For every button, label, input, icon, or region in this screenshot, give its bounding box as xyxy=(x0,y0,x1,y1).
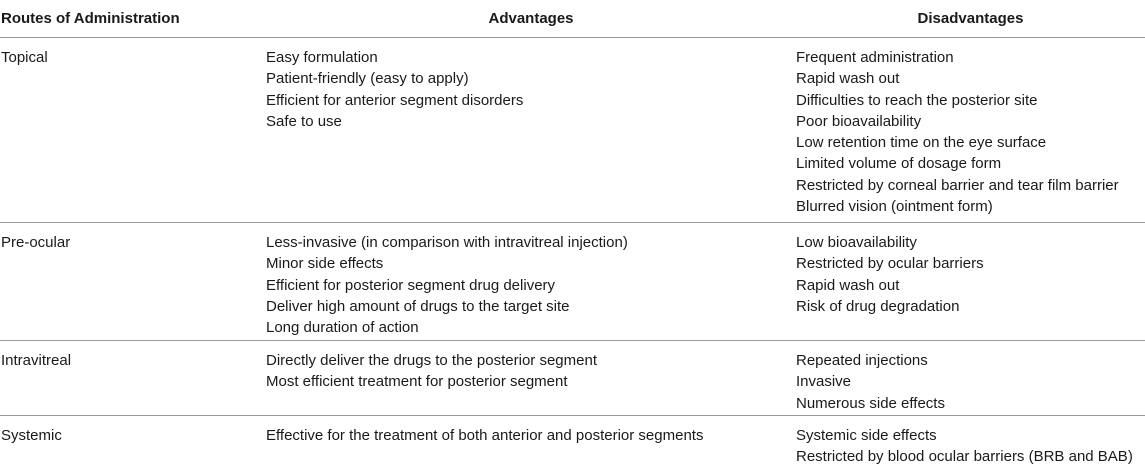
list-item: Frequent administration xyxy=(796,49,954,66)
disadvantages-cell xyxy=(796,223,1145,340)
list-item: Efficient for posterior segment drug delivery xyxy=(266,276,556,294)
list-item: Risk of drug degradation xyxy=(796,297,960,315)
list-item: Restricted by corneal barrier and tear film barrier xyxy=(796,176,1119,194)
header-advantages: Advantages xyxy=(488,9,574,27)
table-row xyxy=(0,38,1145,223)
list-item: Systemic side effects xyxy=(796,427,937,444)
list-item: Limited volume of dosage form xyxy=(796,155,1002,173)
list-item: Easy formulation xyxy=(266,49,378,66)
list-item: Minor side effects xyxy=(266,255,384,273)
list-item: Restricted by ocular barriers xyxy=(796,255,984,273)
list-item: Invasive xyxy=(796,373,852,391)
disadvantages-cell xyxy=(796,416,1145,475)
list-item: Poor bioavailability xyxy=(796,112,922,130)
list-item: Low bioavailability xyxy=(796,234,917,251)
disadvantages-cell xyxy=(796,38,1145,222)
table-header xyxy=(0,0,1145,38)
list-item: Most efficient treatment for posterior segment xyxy=(266,373,568,391)
disadvantages-cell xyxy=(796,341,1145,415)
header-routes: Routes of Administration xyxy=(1,9,180,27)
list-item: Deliver high amount of drugs to the target site xyxy=(266,297,570,315)
table-row xyxy=(0,416,1145,475)
advantages-cell xyxy=(266,38,796,222)
route-cell: Intravitreal xyxy=(1,352,72,369)
list-item: Numerous side effects xyxy=(796,394,945,412)
route-cell: Topical xyxy=(1,49,48,66)
advantages-cell xyxy=(266,341,796,415)
list-item: Directly deliver the drugs to the posterior segment xyxy=(266,352,597,369)
list-item: Restricted by blood ocular barriers (BRB and BAB) xyxy=(796,448,1133,466)
route-cell: Systemic xyxy=(1,427,62,444)
list-item: Patient-friendly (easy to apply) xyxy=(266,70,469,88)
list-item: Effective for the treatment of both anterior and posterior segments xyxy=(266,427,704,444)
list-item: Difficulties to reach the posterior site xyxy=(796,91,1038,109)
advantages-cell xyxy=(266,223,796,340)
list-item: Rapid wash out xyxy=(796,276,900,294)
table-row xyxy=(0,223,1145,341)
list-item: Efficient for anterior segment disorders xyxy=(266,91,524,109)
list-item: Rapid wash out xyxy=(796,70,900,88)
list-item: Blurred vision (ointment form) xyxy=(796,198,993,216)
table-row xyxy=(0,341,1145,416)
list-item: Safe to use xyxy=(266,112,342,130)
list-item: Long duration of action xyxy=(266,319,419,337)
list-item: Low retention time on the eye surface xyxy=(796,134,1047,152)
list-item: Repeated injections xyxy=(796,352,928,369)
header-disadvantages: Disadvantages xyxy=(917,9,1024,27)
route-cell: Pre-ocular xyxy=(1,234,71,251)
list-item: Less-invasive (in comparison with intravitreal injection) xyxy=(266,234,628,251)
advantages-cell xyxy=(266,416,796,475)
